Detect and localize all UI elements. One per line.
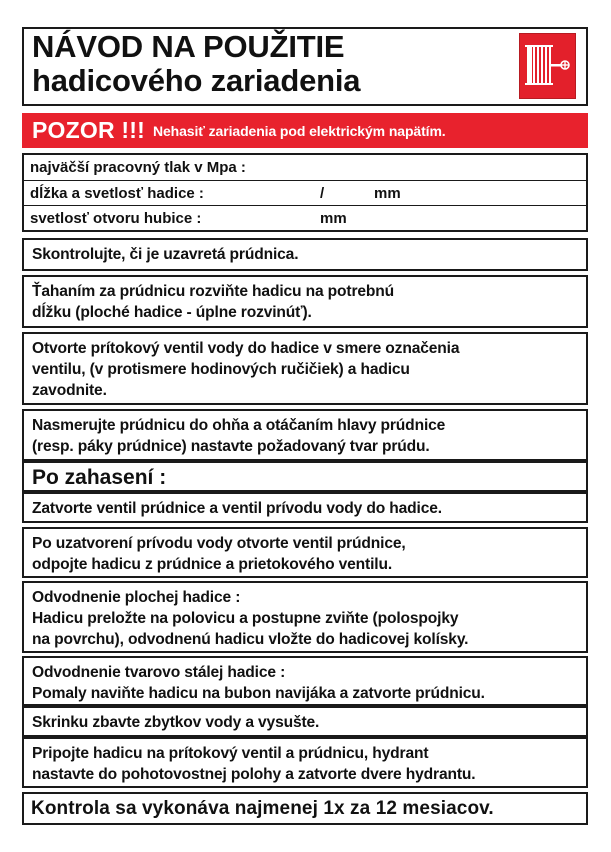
step-3 xyxy=(22,332,588,405)
step-line: (resp. páky prúdnice) nastavte požadovaný tvar prúdu. xyxy=(32,438,430,455)
hose-separator: / xyxy=(320,185,325,202)
spec-row-pressure xyxy=(24,155,586,180)
step-line: odpojte hadicu z prúdnice a prietokového ventilu. xyxy=(32,556,393,573)
step-line: zavodnite. xyxy=(32,382,107,399)
step-line: Skontrolujte, či je uzavretá prúdnica. xyxy=(32,246,299,263)
after-step-3 xyxy=(22,581,588,653)
step-line: na povrchu), odvodnenú hadicu vložte do hadicovej kolísky. xyxy=(32,631,469,648)
warning-banner xyxy=(22,113,588,148)
step-line: Odvodnenie tvarovo stálej hadice : xyxy=(32,664,286,681)
step-line: Po uzatvorení prívodu vody otvorte ventil prúdnice, xyxy=(32,535,406,552)
step-line: Hadicu preložte na polovicu a postupne zviňte (polospojky xyxy=(32,610,459,627)
step-line: Zatvorte ventil prúdnice a ventil prívodu vody do hadice. xyxy=(32,500,442,517)
after-step-2 xyxy=(22,527,588,578)
title-line-2: hadicového zariadenia xyxy=(32,63,361,98)
fire-hose-reel-icon xyxy=(519,33,576,99)
header xyxy=(22,27,588,106)
after-step-5 xyxy=(22,706,588,737)
pressure-label: najväčší pracovný tlak v Mpa : xyxy=(30,159,246,176)
after-heading-text: Po zahasení : xyxy=(32,466,167,489)
nozzle-unit: mm xyxy=(320,210,347,227)
step-line: ventilu, (v protismere hodinových ručičiek) a hadicu xyxy=(32,361,410,378)
step-line: Nasmerujte prúdnicu do ohňa a otáčaním hlavy prúdnice xyxy=(32,417,446,434)
footer-text: Kontrola sa vykonáva najmenej 1x za 12 mesiacov. xyxy=(31,798,494,819)
footer-note xyxy=(22,792,588,825)
warning-text: Nehasiť zariadenia pod elektrickým napätím. xyxy=(152,122,446,139)
step-line: Ťahaním za prúdnicu rozviňte hadicu na potrebnú xyxy=(32,283,395,300)
spec-table xyxy=(22,153,588,232)
step-2 xyxy=(22,275,588,328)
warning-label: POZOR !!! xyxy=(32,117,145,143)
after-step-6 xyxy=(22,737,588,788)
step-line: Skrinku zbavte zbytkov vody a vysušte. xyxy=(32,714,320,731)
title-line-1: NÁVOD NA POUŽITIE xyxy=(32,29,345,64)
page-title xyxy=(32,30,360,98)
spec-row-hose xyxy=(24,180,586,205)
hose-label: dĺžka a svetlosť hadice : xyxy=(30,185,204,202)
step-line: Otvorte prítokový ventil vody do hadice v smere označenia xyxy=(32,340,460,357)
step-line: Odvodnenie plochej hadice : xyxy=(32,589,241,606)
step-line: Pomaly naviňte hadicu na bubon navijáka a zatvorte prúdnicu. xyxy=(32,685,485,702)
after-heading xyxy=(22,461,588,492)
step-line: dĺžku (ploché hadice - úplne rozvinúť). xyxy=(32,304,312,321)
spec-row-nozzle xyxy=(24,205,586,230)
after-step-1 xyxy=(22,492,588,523)
step-4 xyxy=(22,409,588,461)
step-1 xyxy=(22,238,588,271)
step-line: nastavte do pohotovostnej polohy a zatvorte dvere hydrantu. xyxy=(32,766,476,783)
hose-unit: mm xyxy=(374,185,401,202)
after-step-4 xyxy=(22,656,588,706)
nozzle-label: svetlosť otvoru hubice : xyxy=(30,210,202,227)
step-line: Pripojte hadicu na prítokový ventil a prúdnicu, hydrant xyxy=(32,745,429,762)
